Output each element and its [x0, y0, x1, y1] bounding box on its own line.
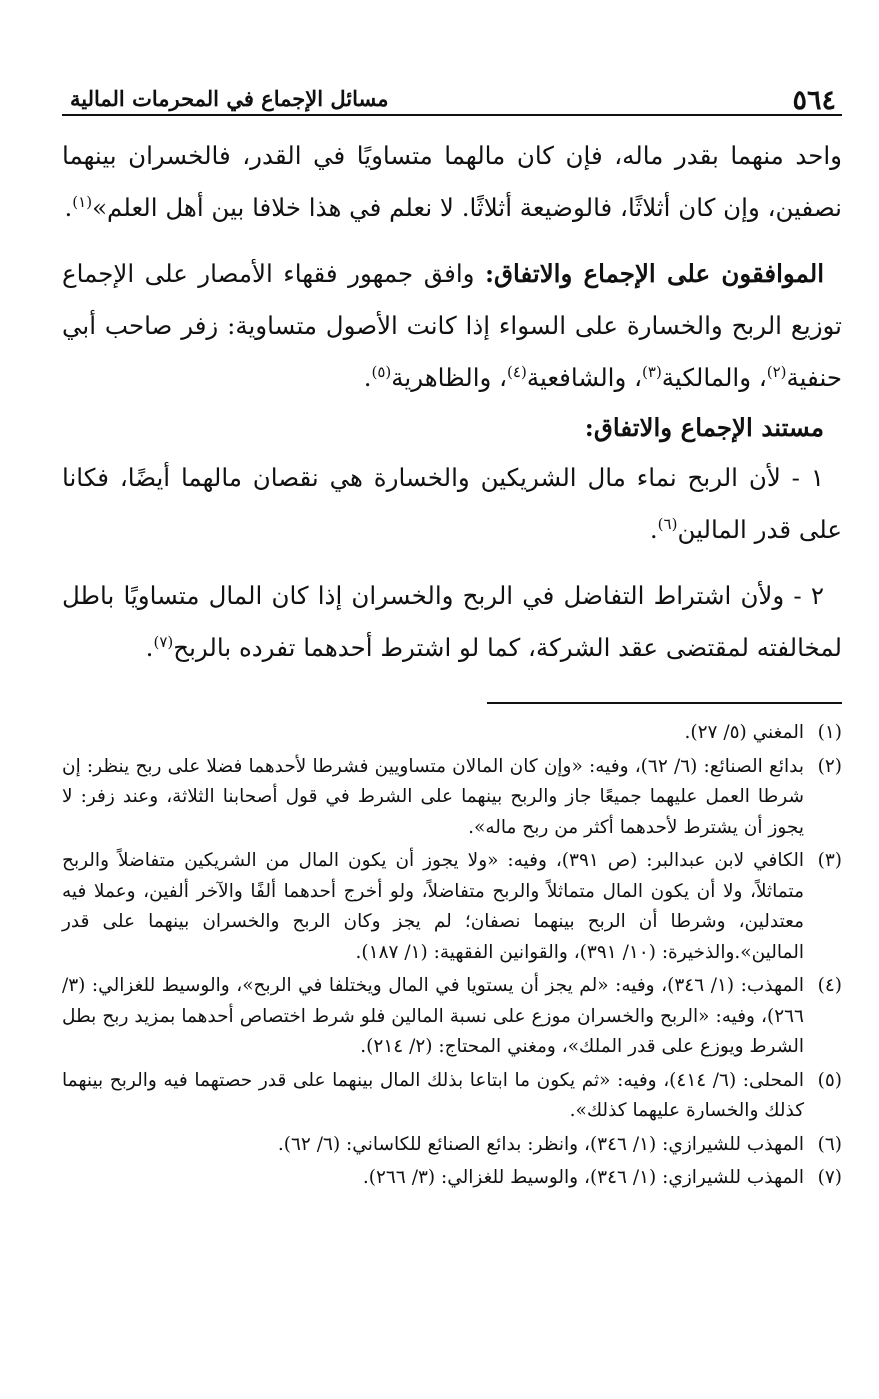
main-text	[62, 130, 842, 674]
section-heading-basis: مستند الإجماع والاتفاق:	[584, 413, 824, 442]
footnote-number: (٧)	[817, 1167, 842, 1188]
footnote-number: (٤)	[817, 975, 842, 996]
footnote-ref[interactable]: (١)	[72, 192, 93, 211]
paragraph-agreeing-schools: الموافقون على الإجماع والاتفاق: وافق جمهور فقهاء الأمصار على الإجماع توزيع الربح والخسارة على السواء إذا كانت الأصول متساوية: زفر صاحب أبي حنفية$^{(٢)}$، والمالكية$^{(٣)}$، والشافعية$^{(٤)}$، والظاهرية$^{(٥)}$.	[62, 259, 842, 392]
footnotes	[62, 718, 842, 1194]
footnote	[62, 1130, 842, 1161]
footnote	[62, 752, 842, 844]
footnote-ref[interactable]: (٦)	[657, 514, 678, 533]
footnote-text: المهذب للشيرازي: (١/ ٣٤٦)، والوسيط للغزالي: (٣/ ٢٦٦).	[362, 1167, 804, 1188]
section-heading-agreeing: الموافقون على الإجماع والاتفاق:	[484, 259, 824, 288]
footnote-separator	[487, 702, 842, 704]
footnote	[62, 846, 842, 968]
footnote	[62, 718, 842, 749]
footnote-text: المهذب للشيرازي: (١/ ٣٤٦)، وانظر: بدائع الصنائع للكاساني: (٦/ ٦٢).	[277, 1133, 804, 1155]
footnote-ref[interactable]: (٥)	[371, 362, 392, 381]
footnote	[62, 971, 842, 1063]
footnote-number: (٣)	[817, 850, 842, 871]
running-title: مسائل الإجماع في المحرمات المالية	[70, 86, 389, 111]
paragraph-reason-1: ١ - لأن الربح نماء مال الشريكين والخسارة هي نقصان مالهما أيضًا، فكانا على قدر المالين$^{(٦)}$.	[62, 463, 842, 544]
page-header	[62, 70, 842, 116]
page-number: ٥٦٤	[792, 85, 836, 116]
footnote-ref[interactable]: (٤)	[507, 362, 527, 381]
footnote-text: المغني (٥/ ٢٧).	[684, 722, 804, 743]
footnote-text: المهذب: (١/ ٣٤٦)، وفيه: «لم يجز أن يستويا في المال ويختلفا في الربح»، والوسيط للغزالي: (٣/ ٢٦٦)، وفيه: «الربح والخسران موزع على نسبة المالين فلو شرط اختصاص أحدهما بمزيد ربح بطل الشرط ويوزع على قدر الملك»، ومغني المحتاج: (٢/ ٢١٤).	[62, 975, 804, 1057]
book-page	[62, 70, 842, 1380]
footnote-ref[interactable]: (٧)	[153, 632, 174, 651]
footnote-ref[interactable]: (٣)	[642, 362, 662, 381]
paragraph-quote-end: واحد منهما بقدر ماله، فإن كان مالهما متساويًا في القدر، فالخسران بينهما نصفين، وإن كان أثلاثًا، فالوضيعة أثلاثًا. لا نعلم في هذا خلافا بين أهل العلم»$^{(١)}$.	[62, 141, 842, 222]
footnote-number: (٢)	[817, 755, 842, 777]
footnote-number: (١)	[817, 722, 842, 743]
footnote-text: بدائع الصنائع: (٦/ ٦٢)، وفيه: «وإن كان المالان متساويين فشرطا لأحدهما فضلا على ربح ينظر: إن شرطا العمل عليهما جميعًا جاز والربح بينهما على الشرط في قول أصحابنا الثلاثة، وعند زفر: لا يجوز أن يشترط لأحدهما أكثر من ربح ماله».	[62, 755, 804, 838]
footnote-number: (٥)	[817, 1069, 842, 1091]
footnote-ref[interactable]: (٢)	[766, 362, 787, 381]
footnote-text: المحلى: (٦/ ٤١٤)، وفيه: «ثم يكون ما ابتاعا بذلك المال بينهما على قدر حصتهما فيه والربح بينهما كذلك والخسارة عليهما كذلك».	[62, 1069, 804, 1121]
footnote-text: الكافي لابن عبدالبر: (ص ٣٩١)، وفيه: «ولا يجوز أن يكون المال من الشريكين متفاضلاً والربح متماثلاً، ولا أن يكون المال متماثلاً والربح متفاضلاً، ولو أخرج أحدهما ألفًا والآخر ألفين، وعملا فيه معتدلين، وشرطا أن الربح بينهما نصفان؛ لم يجز وكان الربح والخسران بينهما على قدر المالين».والذخيرة: (١٠/ ٣٩١)، والقوانين الفقهية: (١/ ١٨٧).	[62, 850, 804, 963]
paragraph-reason-2: ٢ - ولأن اشتراط التفاضل في الربح والخسران إذا كان المال متساويًا باطل لمخالفته لمقتضى عقد الشركة، كما لو اشترط أحدهما تفرده بالربح$^{(٧)}$.	[62, 581, 842, 662]
footnote-number: (٦)	[817, 1133, 842, 1155]
footnote	[62, 1163, 842, 1194]
footnote	[62, 1066, 842, 1127]
